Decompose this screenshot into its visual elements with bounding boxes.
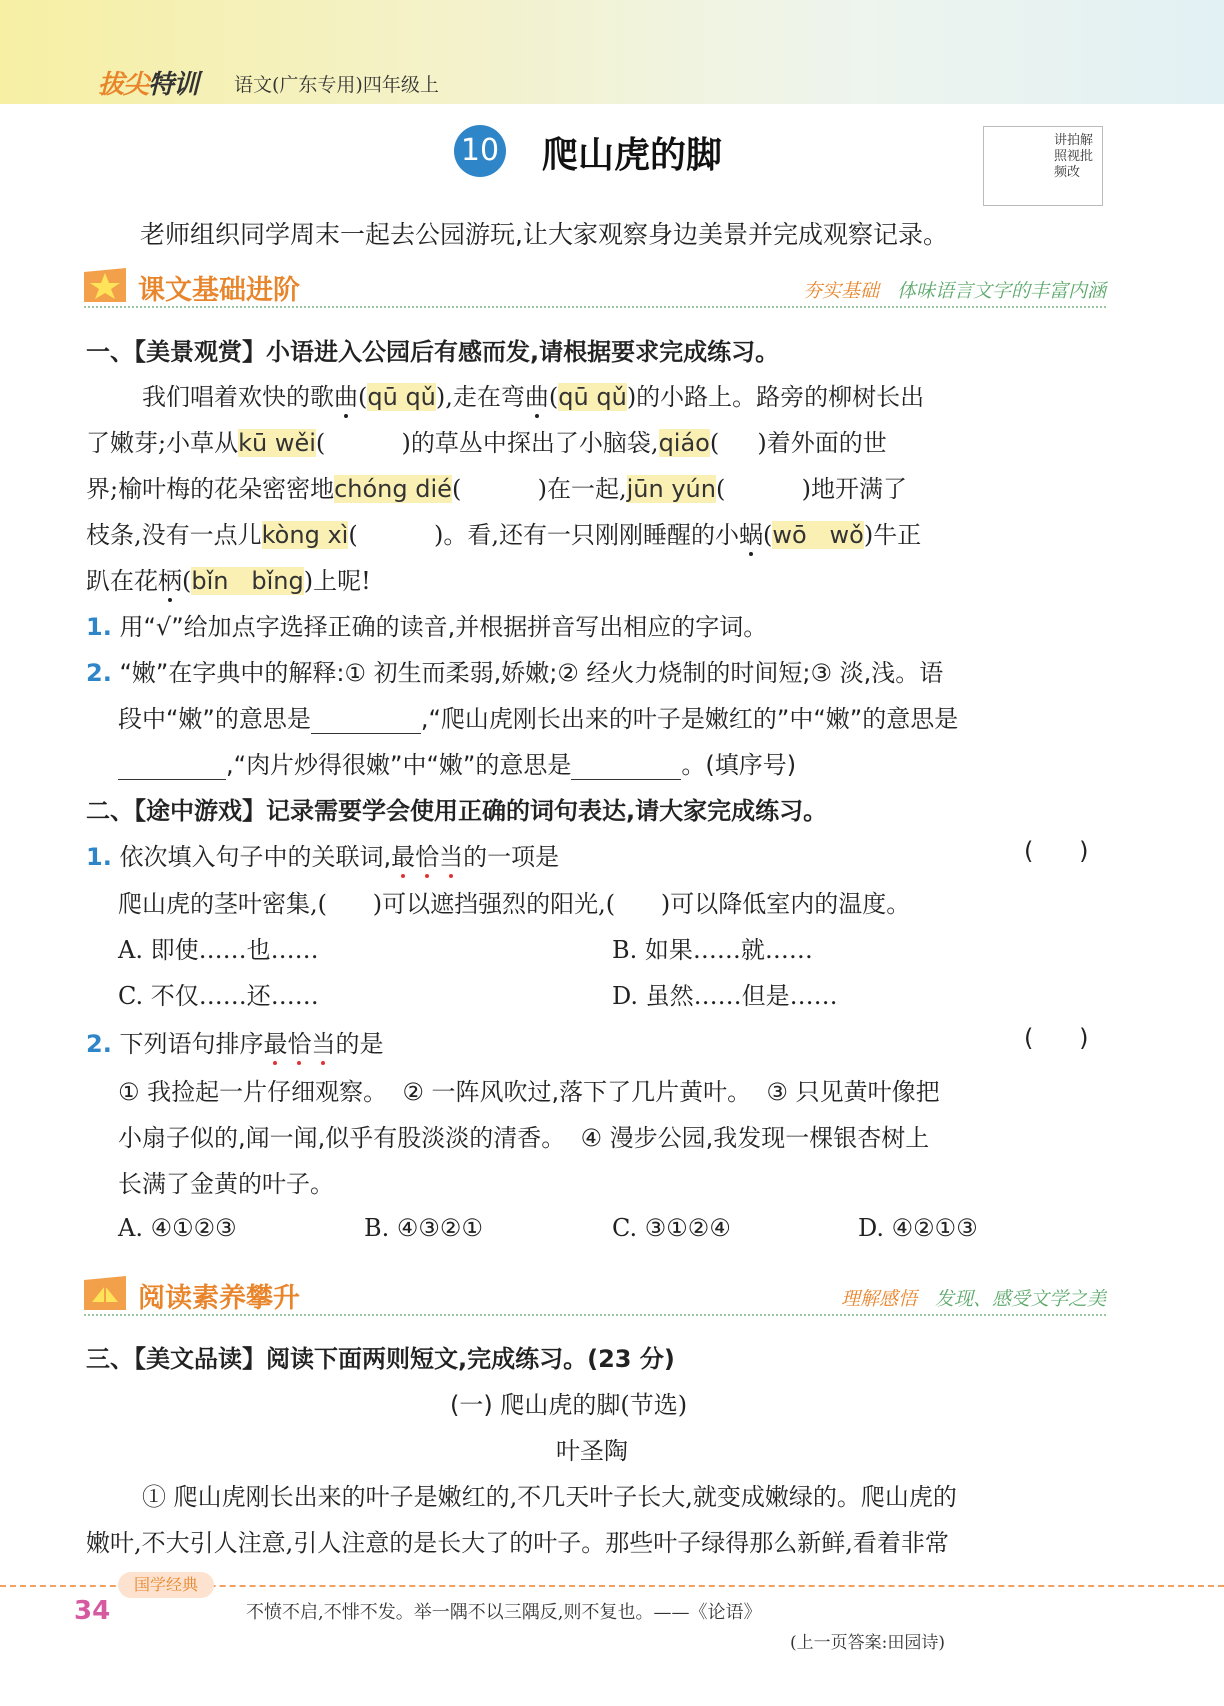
answer-paren[interactable]: ( ) — [1024, 837, 1089, 865]
pinyin-option[interactable]: qū qǔ — [367, 383, 436, 411]
pinyin-word: kū wěi — [238, 429, 316, 457]
part1-question-2 — [86, 653, 943, 688]
emphasis-char: 最 — [263, 1030, 288, 1058]
option-d[interactable]: D. ④②①③ — [858, 1214, 978, 1242]
option-b[interactable]: B. ④③②① — [364, 1214, 483, 1242]
section-title: 课文基础进阶 — [138, 275, 300, 306]
text-segment: )上呢! — [303, 567, 371, 595]
page-number: 34 — [74, 1596, 111, 1626]
section-tagline — [841, 1284, 1106, 1311]
answer-blank[interactable]: ( )的草丛中探出了小脑袋, — [315, 429, 659, 457]
pinyin-option[interactable]: qū qǔ — [558, 383, 627, 411]
dotted-char: 曲 — [524, 383, 549, 411]
part2-question-1 — [86, 837, 559, 872]
text-segment: 趴在花 — [86, 567, 158, 595]
section-banner-basic — [84, 266, 1106, 308]
text-segment: ( — [762, 521, 773, 549]
answer-paren[interactable]: ( ) — [1024, 1024, 1089, 1052]
answer-blank[interactable]: ( )着外面的世 — [709, 429, 887, 457]
tagline-part-1: 夯实基础 — [802, 280, 879, 302]
option-c[interactable]: C. 不仅……还…… — [118, 982, 319, 1010]
qr-label: 讲拍解照视批频改 — [1054, 133, 1094, 180]
qr-code-box[interactable] — [983, 126, 1103, 206]
text-segment: 了嫩芽;小草从 — [86, 429, 239, 457]
intro-text: 老师组织同学周末一起去公园游玩,让大家观察身边美景并完成观察记录。 — [140, 220, 948, 249]
emphasis-char: 当 — [311, 1030, 336, 1058]
text-segment: ( — [182, 567, 192, 595]
pinyin-word: kòng xì — [261, 521, 349, 549]
question-text: 的是 — [335, 1030, 384, 1058]
emphasis-char: 恰 — [415, 843, 440, 871]
footer-answer: (上一页答案:田园诗) — [790, 1633, 945, 1653]
footer-quote: 不愤不启,不悱不发。举一隅不以三隅反,则不复也。——《论语》 — [246, 1602, 762, 1623]
part1-question-2-line-2 — [118, 699, 958, 734]
lesson-number-badge: 10 — [454, 125, 506, 177]
question-number: 2. — [86, 659, 112, 687]
passage-line-1 — [142, 377, 924, 412]
pinyin-option[interactable]: bǐn bǐng — [191, 567, 304, 595]
text-segment: )的小路上。路旁的柳树长出 — [626, 383, 925, 411]
question-number: 1. — [86, 613, 112, 641]
part1-question-1 — [86, 607, 767, 642]
brand-logo — [98, 64, 198, 101]
part1-heading: 一、【美景观赏】小语进入公园后有感而发,请根据要求完成练习。 — [86, 338, 780, 366]
question-text: ,“爬山虎刚长出来的叶子是嫩红的”中“嫩”的意思是 — [420, 705, 959, 733]
passage-line-5 — [86, 561, 371, 596]
book-title: 语文(广东专用)四年级上 — [234, 74, 439, 96]
tagline-part-2: 体味语言文字的丰富内涵 — [896, 280, 1106, 302]
emphasis-char: 恰 — [287, 1030, 312, 1058]
part2-q2-line-3: 长满了金黄的叶子。 — [118, 1170, 334, 1198]
question-text: 依次填入句子中的关联词, — [119, 843, 392, 871]
part3-heading: 三、【美文品读】阅读下面两则短文,完成练习。(23 分) — [86, 1345, 675, 1373]
article-para-line-1: ① 爬山虎刚长出来的叶子是嫩红的,不几天叶子长大,就变成嫩绿的。爬山虎的 — [142, 1483, 957, 1511]
part2-question-2 — [86, 1024, 383, 1059]
option-a[interactable]: A. ④①②③ — [118, 1214, 237, 1242]
pinyin-option[interactable]: wō wǒ — [772, 521, 864, 549]
option-d[interactable]: D. 虽然……但是…… — [612, 982, 838, 1010]
star-icon — [84, 268, 126, 302]
emphasis-char: 最 — [391, 843, 416, 871]
emphasis-char: 当 — [439, 843, 464, 871]
part2-heading: 二、【途中游戏】记录需要学会使用正确的词句表达,请大家完成练习。 — [86, 797, 828, 825]
option-a[interactable]: A. 即使……也…… — [118, 936, 319, 964]
answer-blank[interactable]: ( )地开满了 — [715, 475, 907, 503]
pinyin-word: chóng dié — [334, 475, 452, 503]
text-segment: ( — [358, 383, 368, 411]
option-c[interactable]: C. ③①②④ — [612, 1214, 731, 1242]
brand-part-1: 拔尖 — [98, 70, 149, 100]
question-text: 的一项是 — [463, 843, 560, 871]
dotted-char: 蜗 — [738, 521, 763, 549]
dotted-char: 柄 — [158, 567, 182, 595]
article-title — [450, 1385, 687, 1420]
option-b[interactable]: B. 如果……就…… — [612, 936, 813, 964]
lesson-title: 爬山虎的脚 — [542, 134, 723, 176]
passage-line-4 — [86, 515, 921, 550]
tagline-part-2: 发现、感受文学之美 — [934, 1288, 1106, 1310]
passage-line-2 — [86, 423, 887, 458]
part2-q2-line-2: 小扇子似的,闻一闻,似乎有股淡淡的清香。 ④ 漫步公园,我发现一棵银杏树上 — [118, 1124, 930, 1152]
answer-blank[interactable]: ( )。看,还有一只刚刚睡醒的小 — [348, 521, 739, 549]
section-title: 阅读素养攀升 — [138, 1283, 300, 1314]
section-tagline — [803, 276, 1106, 303]
section-banner-reading — [84, 1274, 1106, 1316]
article-para-line-2: 嫩叶,不大引人注意,引人注意的是长大了的叶子。那些叶子绿得那么新鲜,看着非常 — [86, 1529, 949, 1557]
question-text: 段中“嫩”的意思是 — [118, 705, 311, 733]
article-author: 叶圣陶 — [556, 1437, 628, 1465]
question-text: 下列语句排序 — [119, 1030, 264, 1058]
footer-tag: 国学经典 — [118, 1572, 214, 1598]
text-segment: )牛正 — [863, 521, 922, 549]
answer-blank[interactable] — [311, 709, 421, 734]
question-number: 1. — [86, 843, 112, 871]
article-title-note: (节选) — [620, 1391, 688, 1419]
question-number: 2. — [86, 1030, 112, 1058]
brand-part-2: 特训 — [148, 70, 199, 100]
question-text: ,“肉片炒得很嫩”中“嫩”的意思是 — [226, 751, 572, 779]
article-title-main: (一) 爬山虎的脚 — [450, 1391, 621, 1419]
dotted-char: 曲 — [334, 383, 358, 411]
text-segment: ( — [548, 383, 559, 411]
text-segment: 界;榆叶梅的花朵密密地 — [86, 475, 335, 503]
answer-blank[interactable] — [571, 755, 681, 780]
answer-blank[interactable]: ( )在一起, — [451, 475, 627, 503]
question-text: “嫩”在字典中的解释:① 初生而柔弱,娇嫩;② 经火力烧制的时间短;③ 淡,浅。语 — [119, 659, 944, 687]
text-segment: ),走在弯 — [435, 383, 525, 411]
text-segment: 我们唱着欢快的歌 — [142, 383, 334, 411]
answer-blank[interactable] — [118, 755, 226, 780]
question-text: 。(填序号) — [681, 751, 797, 779]
pinyin-word: jūn yún — [626, 475, 716, 503]
passage-line-3 — [86, 469, 907, 504]
text-segment: 枝条,没有一点儿 — [86, 521, 262, 549]
part1-question-2-line-3 — [118, 745, 796, 780]
question-text: 用“√”给加点字选择正确的读音,并根据拼音写出相应的字词。 — [119, 613, 768, 641]
part2-q1-sentence: 爬山虎的茎叶密集,( )可以遮挡强烈的阳光,( )可以降低室内的温度。 — [118, 890, 911, 918]
pinyin-word: qiáo — [658, 429, 710, 457]
book-icon — [84, 1276, 126, 1310]
tagline-part-1: 理解感悟 — [840, 1288, 917, 1310]
part2-q2-line-1: ① 我捡起一片仔细观察。 ② 一阵风吹过,落下了几片黄叶。 ③ 只见黄叶像把 — [118, 1078, 940, 1106]
